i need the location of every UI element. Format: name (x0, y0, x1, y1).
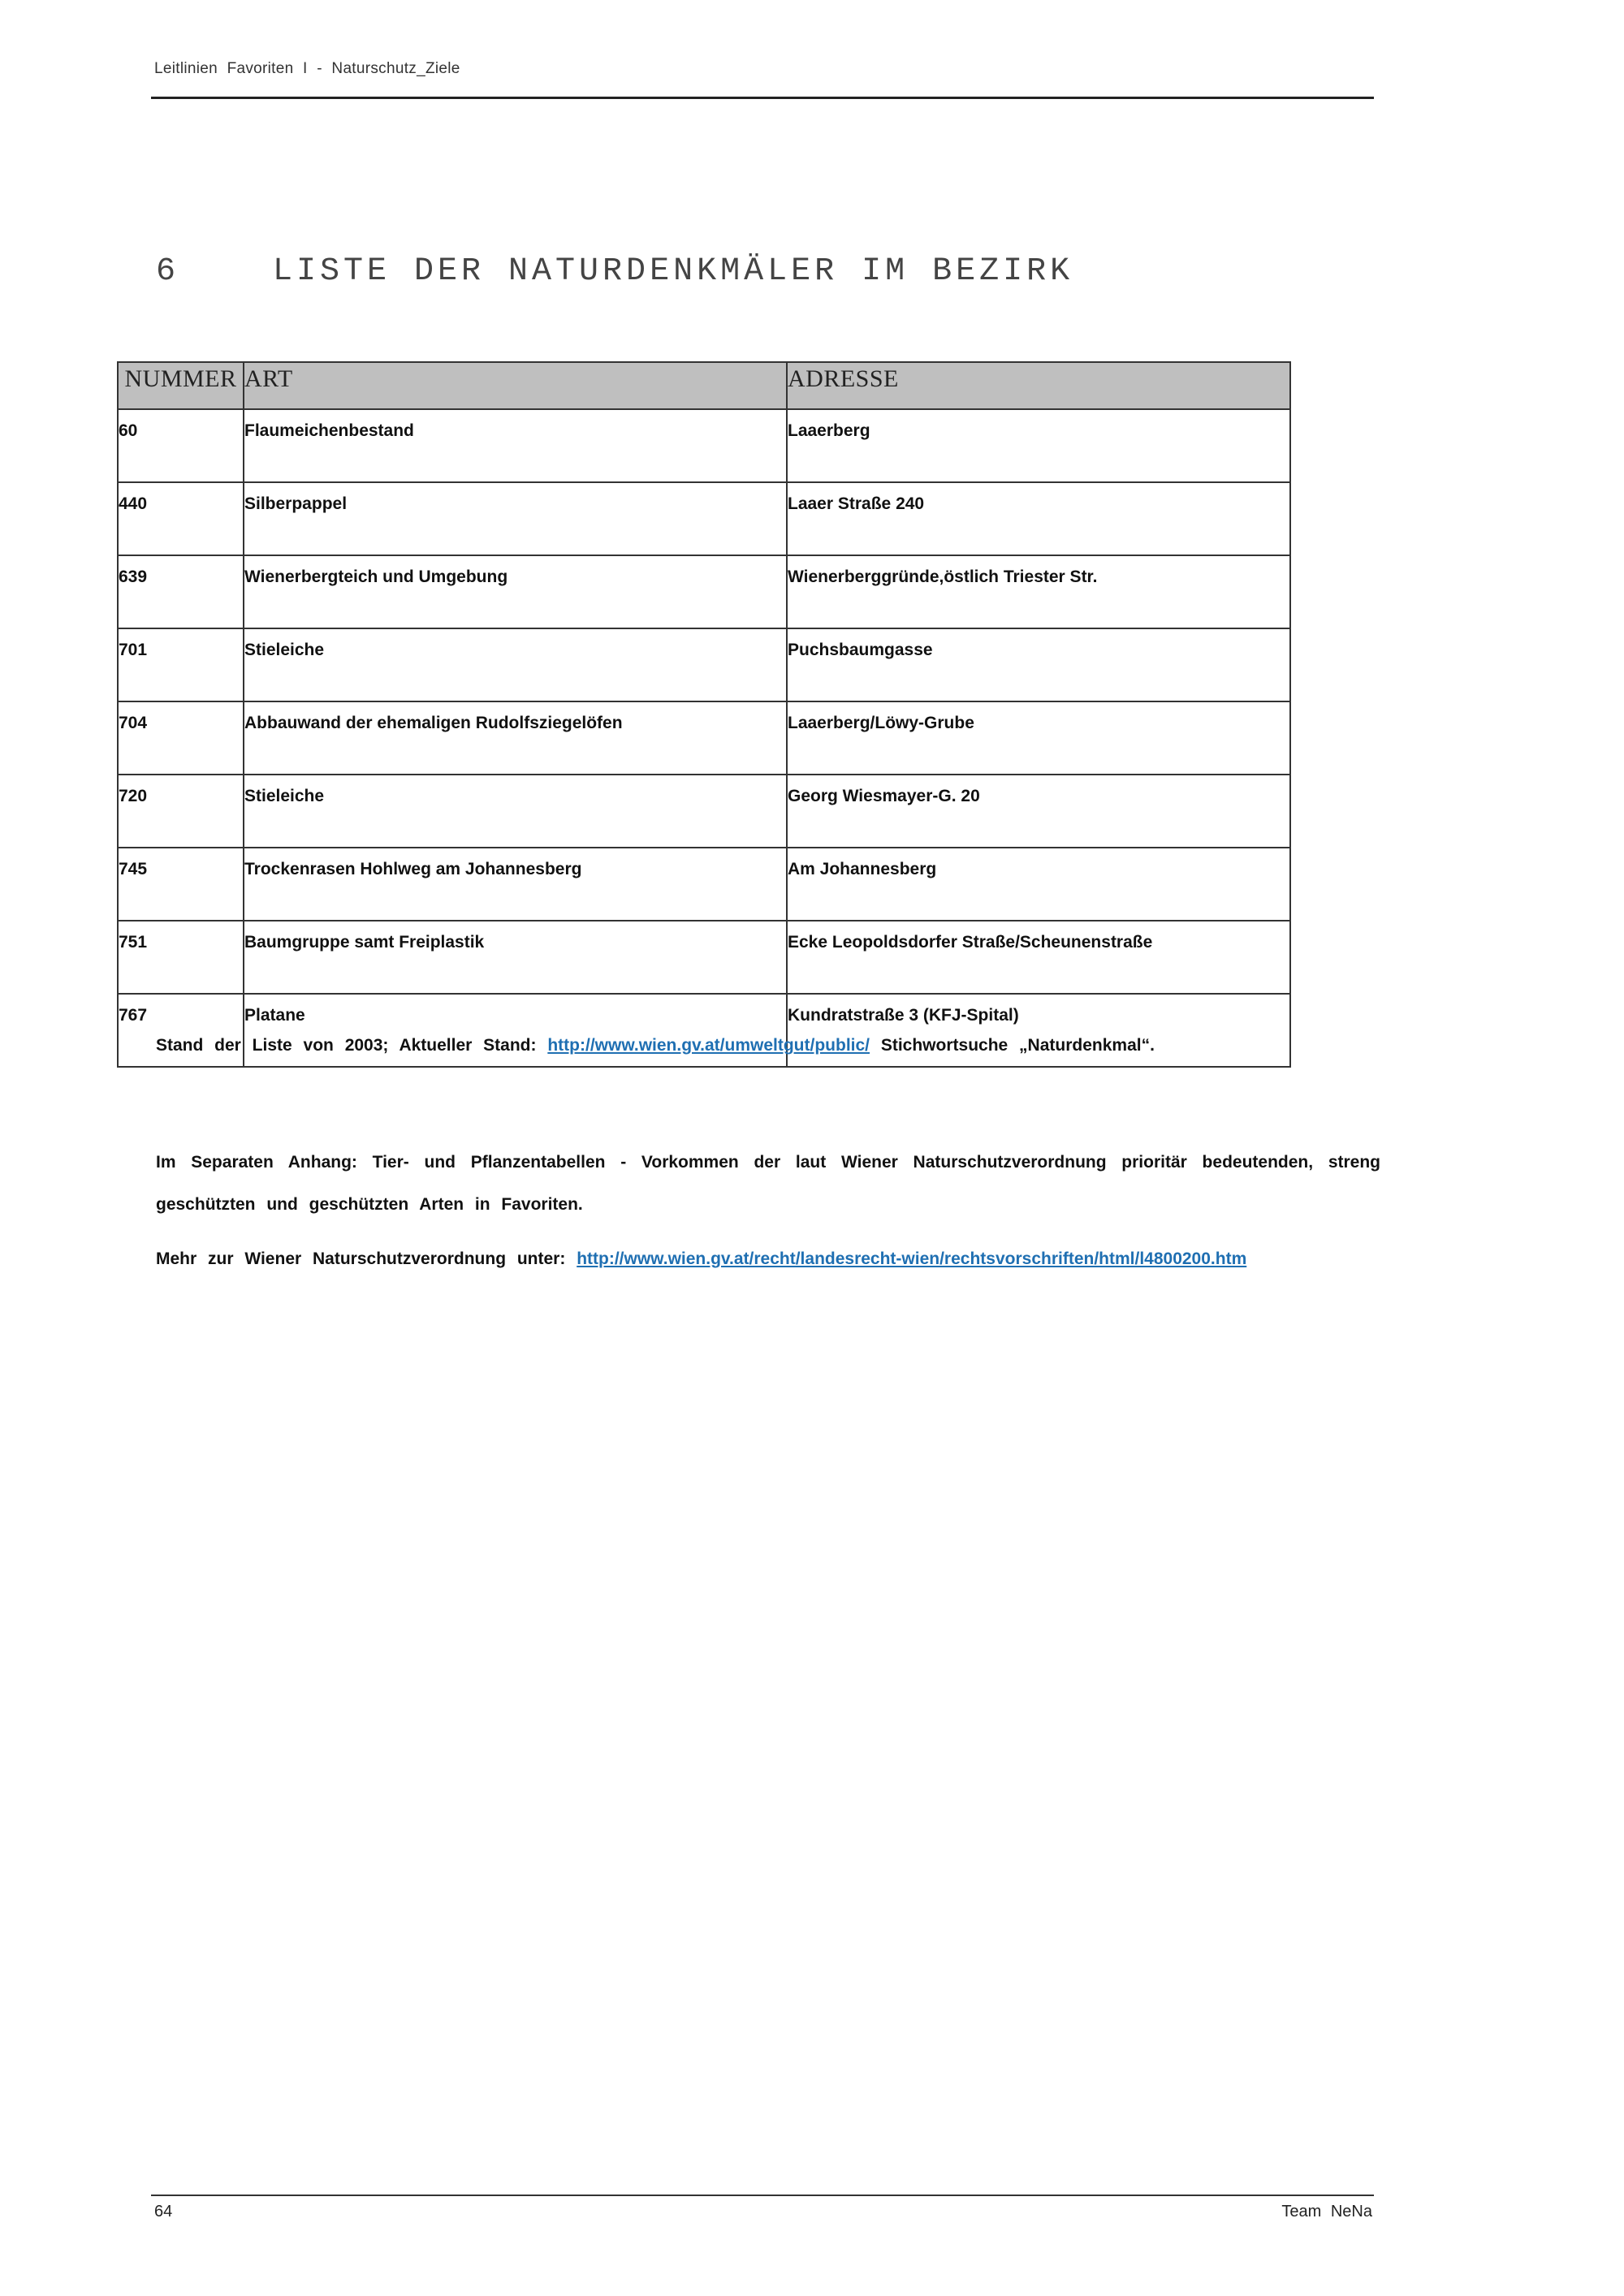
cell-nummer: 701 (118, 628, 244, 701)
chapter-title: LISTE DER NATURDENKMÄLER IM BEZIRK (273, 253, 1074, 290)
footer-team: Team NeNa (1281, 2203, 1372, 2220)
table-row (118, 848, 1290, 921)
cell-nummer: 440 (118, 482, 244, 555)
appendix-note: Im Separaten Anhang: Tier- und Pflanzentabellen - Vorkommen der laut Wiener Naturschutzverordnung prioritär bedeutenden, streng geschützten und geschützten Arten in Favoriten. (156, 1153, 1380, 1214)
cell-art: Baumgruppe samt Freiplastik (244, 921, 787, 994)
table-header-row (118, 362, 1290, 409)
chapter-number: 6 (156, 253, 180, 290)
umweltgut-link[interactable]: http://www.wien.gv.at/umweltgut/public/ (547, 1036, 870, 1055)
monument-table (117, 361, 1291, 1068)
cell-adresse: Kundratstraße 3 (KFJ-Spital) (787, 994, 1290, 1067)
table-row (118, 921, 1290, 994)
cell-art: Stieleiche (244, 628, 787, 701)
table-row (118, 409, 1290, 482)
cell-art: Trockenrasen Hohlweg am Johannesberg (244, 848, 787, 921)
cell-art: Abbauwand der ehemaligen Rudolfsziegelöfen (244, 701, 787, 775)
table-row (118, 994, 1290, 1067)
cell-adresse: Am Johannesberg (787, 848, 1290, 921)
table-row (118, 701, 1290, 775)
cell-adresse: Laaerberg (787, 409, 1290, 482)
table-row (118, 482, 1290, 555)
status-suffix: Stichwortsuche „Naturdenkmal“. (880, 1036, 1155, 1055)
cell-art: Silberpappel (244, 482, 787, 555)
table-row (118, 628, 1290, 701)
cell-nummer: 745 (118, 848, 244, 921)
cell-art: Stieleiche (244, 775, 787, 848)
cell-adresse: Wienerberggründe,östlich Triester Str. (787, 555, 1290, 628)
cell-adresse: Ecke Leopoldsdorfer Straße/Scheunenstraße (787, 921, 1290, 994)
cell-art: Wienerbergteich und Umgebung (244, 555, 787, 628)
cell-nummer: 767 (118, 994, 244, 1067)
cell-adresse: Georg Wiesmayer-G. 20 (787, 775, 1290, 848)
table-row (118, 775, 1290, 848)
cell-nummer: 639 (118, 555, 244, 628)
footer-divider (151, 2195, 1374, 2196)
list-status-note (156, 1036, 1380, 1055)
status-text: Stand der Liste von 2003; Aktueller Stand: (156, 1036, 537, 1055)
page-number: 64 (154, 2203, 173, 2220)
cell-art: Flaumeichenbestand (244, 409, 787, 482)
regulation-link[interactable]: http://www.wien.gv.at/recht/landesrecht-wien/rechtsvorschriften/html/l4800200.htm (577, 1249, 1247, 1268)
column-header-adresse: ADRESSE (787, 362, 1290, 409)
cell-art: Platane (244, 994, 787, 1067)
cell-nummer: 704 (118, 701, 244, 775)
regulation-text: Mehr zur Wiener Naturschutzverordnung unter: (156, 1249, 566, 1268)
chapter-heading (156, 253, 1073, 290)
cell-nummer: 60 (118, 409, 244, 482)
running-header: Leitlinien Favoriten I - Naturschutz_Ziele (154, 60, 460, 77)
column-header-nummer: NUMMER (118, 362, 244, 409)
cell-nummer: 720 (118, 775, 244, 848)
regulation-note (156, 1249, 1380, 1269)
column-header-art: ART (244, 362, 787, 409)
cell-adresse: Puchsbaumgasse (787, 628, 1290, 701)
cell-adresse: Laaer Straße 240 (787, 482, 1290, 555)
cell-nummer: 751 (118, 921, 244, 994)
header-divider (151, 97, 1374, 99)
table-row (118, 555, 1290, 628)
cell-adresse: Laaerberg/Löwy-Grube (787, 701, 1290, 775)
